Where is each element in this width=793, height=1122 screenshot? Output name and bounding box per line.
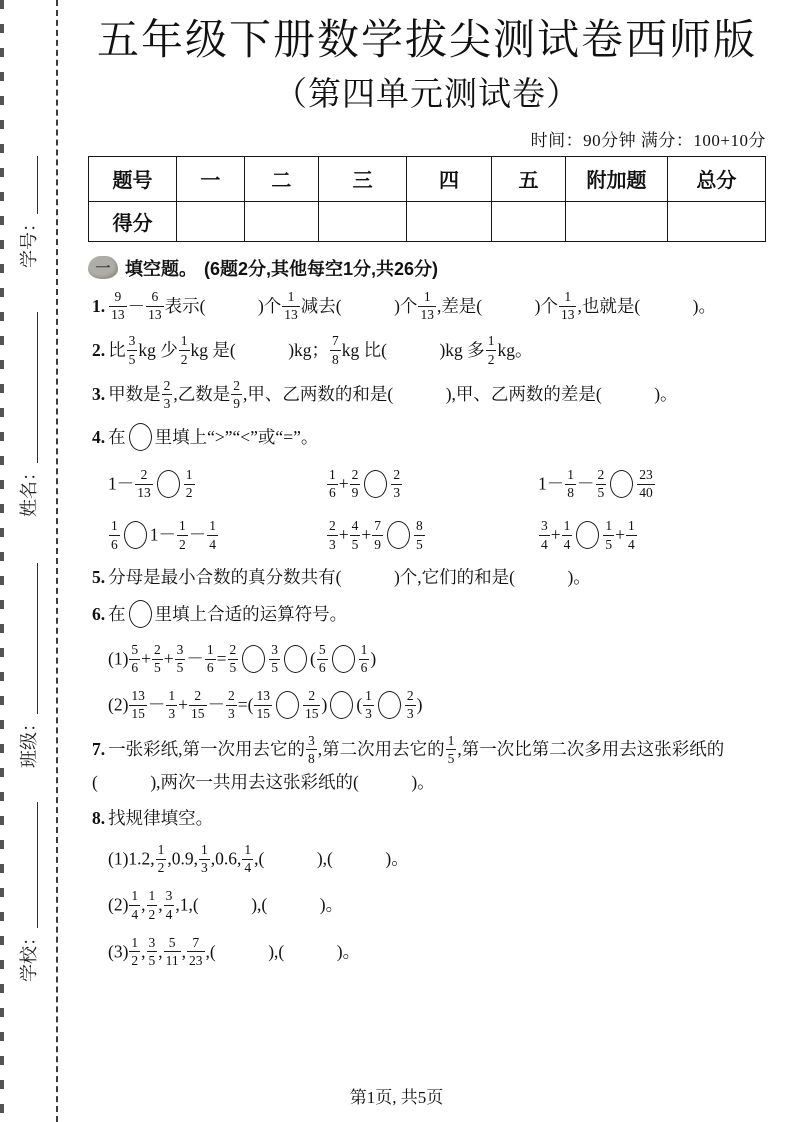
fraction: $\frac{4}{5}$ <box>351 518 359 552</box>
fraction: $\frac{23}{40}$ <box>639 467 653 501</box>
fraction: $\frac{2}{5}$ <box>229 641 237 675</box>
student-class-blank-line <box>37 563 38 714</box>
student-name-label: 姓名： <box>19 463 39 517</box>
fraction: $\frac{1}{2}$ <box>180 333 188 367</box>
fraction: $\frac{1}{4}$ <box>563 518 571 552</box>
score-header-cell: 三 <box>319 156 407 201</box>
fraction: $\frac{5}{11}$ <box>165 934 179 968</box>
fraction: $\frac{5}{6}$ <box>318 641 326 675</box>
exam-info: 时间：90分钟 满分：100+10分 <box>530 130 766 150</box>
fraction: $\frac{1}{5}$ <box>447 732 455 766</box>
fraction: $\frac{2}{13}$ <box>137 467 151 501</box>
comparison-item: 1－ $\frac{1}{8}$ － $\frac{2}{5}$ $\frac{23}{40}$ <box>538 467 653 501</box>
question-5 <box>92 564 766 591</box>
fraction: $\frac{3}{8}$ <box>308 732 315 766</box>
answer-circle <box>576 521 599 549</box>
fraction: $\frac{2}{5}$ <box>154 641 161 675</box>
fraction: $\frac{7}{8}$ <box>332 333 339 367</box>
fraction: $\frac{2}{9}$ <box>233 377 240 411</box>
student-name-field <box>16 312 42 517</box>
score-cell <box>407 201 492 241</box>
fraction: $\frac{1}{4}$ <box>131 888 139 922</box>
question-8-item-2: (2) $\frac{1}{4}$ , $\frac{1}{2}$ , $\frac{3}{4}$ ,1,( ),( )。 <box>108 888 344 922</box>
question-1 <box>92 290 766 325</box>
score-cell <box>491 201 565 241</box>
score-header-cell: 四 <box>407 156 492 201</box>
question-number: 1. <box>92 295 106 316</box>
score-cell <box>244 201 318 241</box>
fraction: $\frac{1}{2}$ <box>179 518 186 552</box>
fraction: $\frac{3}{5}$ <box>176 641 184 675</box>
fraction: $\frac{13}{15}$ <box>131 688 145 722</box>
fraction: $\frac{1}{13}$ <box>420 288 434 323</box>
student-class-field <box>16 563 42 768</box>
fraction: $\frac{1}{2}$ <box>157 842 165 876</box>
answer-circle <box>284 645 307 673</box>
score-cell <box>319 201 407 241</box>
question-8-item-1: (1)1.2, $\frac{1}{2}$ ,0.9, $\frac{1}{3}$ ,0.6, $\frac{1}{4}$ ,( ),( )。 <box>108 842 409 876</box>
fraction: $\frac{1}{3}$ <box>365 688 372 722</box>
comparison-item: $\frac{2}{3}$ + $\frac{4}{5}$ + $\frac{7}{9}$ $\frac{8}{5}$ <box>329 518 423 552</box>
question-4 <box>92 423 766 555</box>
fraction: $\frac{1}{4}$ <box>628 518 635 552</box>
answer-circle <box>242 645 265 673</box>
score-header-cell: 五 <box>491 156 565 201</box>
section-score-note: (6题2分,其他每空1分,共26分) <box>204 258 439 279</box>
scan-edge-marks <box>0 0 4 1122</box>
score-header-cell: 总分 <box>667 156 765 201</box>
fraction: $\frac{7}{23}$ <box>189 934 203 968</box>
answer-circle <box>157 470 180 498</box>
fraction: $\frac{1}{2}$ <box>487 333 495 367</box>
fraction: $\frac{1}{3}$ <box>168 688 176 722</box>
score-table-header-row <box>89 156 766 201</box>
answer-circle <box>387 521 410 549</box>
fraction: $\frac{9}{13}$ <box>111 288 125 323</box>
question-2 <box>92 334 766 369</box>
fraction: $\frac{1}{6}$ <box>111 518 118 552</box>
fraction: $\frac{1}{13}$ <box>284 288 298 323</box>
fraction: $\frac{6}{13}$ <box>148 288 162 323</box>
student-name-blank-line <box>37 312 38 463</box>
student-id-blank-line <box>37 156 38 214</box>
score-cell <box>667 201 765 241</box>
fraction: $\frac{8}{5}$ <box>416 518 423 552</box>
comparison-item: $\frac{1}{6}$ 1－ $\frac{1}{2}$ － $\frac{1}{4}$ <box>111 518 216 552</box>
comparison-item: 1－ $\frac{2}{13}$ $\frac{1}{2}$ <box>108 467 193 501</box>
fraction: $\frac{2}{15}$ <box>304 688 319 722</box>
question-number: 7. <box>92 739 106 760</box>
fraction: $\frac{5}{6}$ <box>131 641 139 675</box>
page-number: 第1页, 共5页 <box>349 1088 444 1107</box>
fraction: $\frac{7}{9}$ <box>374 518 381 552</box>
fraction: $\frac{2}{15}$ <box>191 688 205 722</box>
fraction: $\frac{3}{4}$ <box>165 888 173 922</box>
answer-circle <box>124 521 147 549</box>
question-8 <box>92 805 766 971</box>
score-header-cell: 二 <box>244 156 318 201</box>
fraction: $\frac{2}{3}$ <box>393 467 401 501</box>
student-school-label: 学校： <box>19 928 39 982</box>
score-cell <box>566 201 668 241</box>
question-number: 5. <box>92 566 106 587</box>
fold-dashed-line <box>56 0 58 1122</box>
fraction: $\frac{13}{15}$ <box>256 688 270 722</box>
section-number-badge-icon: 一 <box>88 256 118 279</box>
answer-circle <box>276 691 299 719</box>
question-7 <box>92 734 766 796</box>
score-table <box>88 156 766 242</box>
fraction: $\frac{2}{3}$ <box>228 688 235 722</box>
student-class-label: 班级： <box>19 714 39 768</box>
fraction: $\frac{3}{5}$ <box>148 934 156 968</box>
fraction: $\frac{1}{4}$ <box>209 518 216 552</box>
question-number: 4. <box>92 427 106 448</box>
question-text: 分母是最小合数的真分数共有( )个,它们的和是( )。 <box>108 566 591 587</box>
comparison-grid <box>108 468 766 555</box>
comparison-item: $\frac{1}{6}$ + $\frac{2}{9}$ $\frac{2}{3}$ <box>329 467 401 501</box>
score-table-score-row <box>89 201 766 241</box>
fraction: $\frac{1}{3}$ <box>201 842 208 876</box>
fraction: $\frac{3}{5}$ <box>128 333 136 367</box>
fraction: $\frac{2}{5}$ <box>597 467 605 501</box>
question-text: 在 里填上“>”“<”或“=”。 <box>108 427 318 447</box>
question-text: 一张彩纸,第一次用去它的 $\frac{3}{8}$ ,第二次用去它的 $\frac{1}{5}$ ,第一次比第二次多用去这张彩纸的( ),两次一共用去这张彩纸的( )。 <box>92 732 725 792</box>
fraction: $\frac{2}{3}$ <box>329 518 336 552</box>
answer-circle <box>330 691 353 719</box>
question-8-item-3: (3) $\frac{1}{2}$ , $\frac{3}{5}$ , $\frac{5}{11}$ , $\frac{7}{23}$ ,( ),( )。 <box>108 934 361 968</box>
question-number: 3. <box>92 384 106 405</box>
fraction: $\frac{1}{6}$ <box>206 641 214 675</box>
fraction: $\frac{1}{2}$ <box>131 934 139 968</box>
score-header-cell: 附加题 <box>566 156 668 201</box>
comparison-item: $\frac{3}{4}$ + $\frac{1}{4}$ $\frac{1}{5}$ + $\frac{1}{4}$ <box>541 518 635 552</box>
fraction: $\frac{3}{4}$ <box>541 518 548 552</box>
question-3 <box>92 379 766 414</box>
score-header-cell: 题号 <box>89 156 177 201</box>
fraction: $\frac{1}{2}$ <box>185 467 193 501</box>
paper-title: 五年级下册数学拔尖测试卷西师版 <box>96 18 757 64</box>
student-school-blank-line <box>37 802 38 928</box>
fraction: $\frac{1}{8}$ <box>567 467 574 501</box>
fraction: $\frac{1}{6}$ <box>329 467 336 501</box>
score-header-cell: 一 <box>177 156 245 201</box>
question-number: 8. <box>92 807 106 828</box>
paper-subtitle: （第四单元测试卷） <box>274 77 580 114</box>
question-6-item-1: (1) $\frac{5}{6}$ + $\frac{2}{5}$ + $\frac{3}{5}$ － $\frac{1}{6}$ = $\frac{2}{5}$ $\frac{3}{5}$ ( $\frac{5}{6}$ $\frac{1}{6}$ ) <box>108 641 377 675</box>
question-number: 2. <box>92 340 106 361</box>
fraction: $\frac{1}{5}$ <box>605 518 613 552</box>
fraction: $\frac{1}{2}$ <box>148 888 156 922</box>
question-number: 6. <box>92 603 106 624</box>
question-text: 比 $\frac{3}{5}$ kg 少 $\frac{1}{2}$ kg 是( )kg； $\frac{7}{8}$ kg 比( )kg 多 $\frac{1}{2}$ kg。 <box>108 333 533 367</box>
fraction: $\frac{1}{6}$ <box>360 641 368 675</box>
answer-circle <box>332 645 355 673</box>
student-school-field <box>16 802 42 982</box>
fraction: $\frac{1}{4}$ <box>244 842 252 876</box>
answer-circle <box>378 691 401 719</box>
question-text: 找规律填空。 <box>108 807 214 828</box>
section-one-header <box>88 255 766 281</box>
answer-circle <box>610 470 633 498</box>
question-6-item-2: (2) $\frac{13}{15}$ － $\frac{1}{3}$ + $\frac{2}{15}$ － $\frac{2}{3}$ =( $\frac{13}{15}$ $\frac{2}{15}$ ) ( $\frac{1}{3}$ $\frac{2}{3}$ ) <box>108 688 423 722</box>
answer-circle <box>364 470 387 498</box>
fraction: $\frac{2}{3}$ <box>406 688 414 722</box>
question-text: 甲数是 $\frac{2}{3}$ ,乙数是 $\frac{2}{9}$ ,甲、乙两数的和是( ),甲、乙两数的差是( )。 <box>108 377 678 411</box>
score-row-label: 得分 <box>89 201 177 241</box>
answer-circle <box>129 600 152 628</box>
score-cell <box>177 201 245 241</box>
question-text: $\frac{9}{13}$ － $\frac{6}{13}$ 表示( )个 $\frac{1}{13}$ 减去( )个 $\frac{1}{13}$ ,差是( )个 $\frac{1}{13}$ ,也就是( )。 <box>111 288 716 323</box>
fraction: $\frac{3}{5}$ <box>271 641 279 675</box>
question-6 <box>92 600 766 725</box>
paper-body <box>88 0 766 971</box>
section-title: 填空题。 <box>125 258 197 279</box>
fraction: $\frac{2}{9}$ <box>351 467 359 501</box>
question-text: 在 里填上合适的运算符号。 <box>108 604 347 624</box>
fraction: $\frac{1}{13}$ <box>560 288 575 323</box>
student-id-label: 学号： <box>19 214 39 268</box>
student-id-field <box>16 156 42 268</box>
answer-circle <box>129 423 152 451</box>
fraction: $\frac{2}{3}$ <box>163 377 171 411</box>
